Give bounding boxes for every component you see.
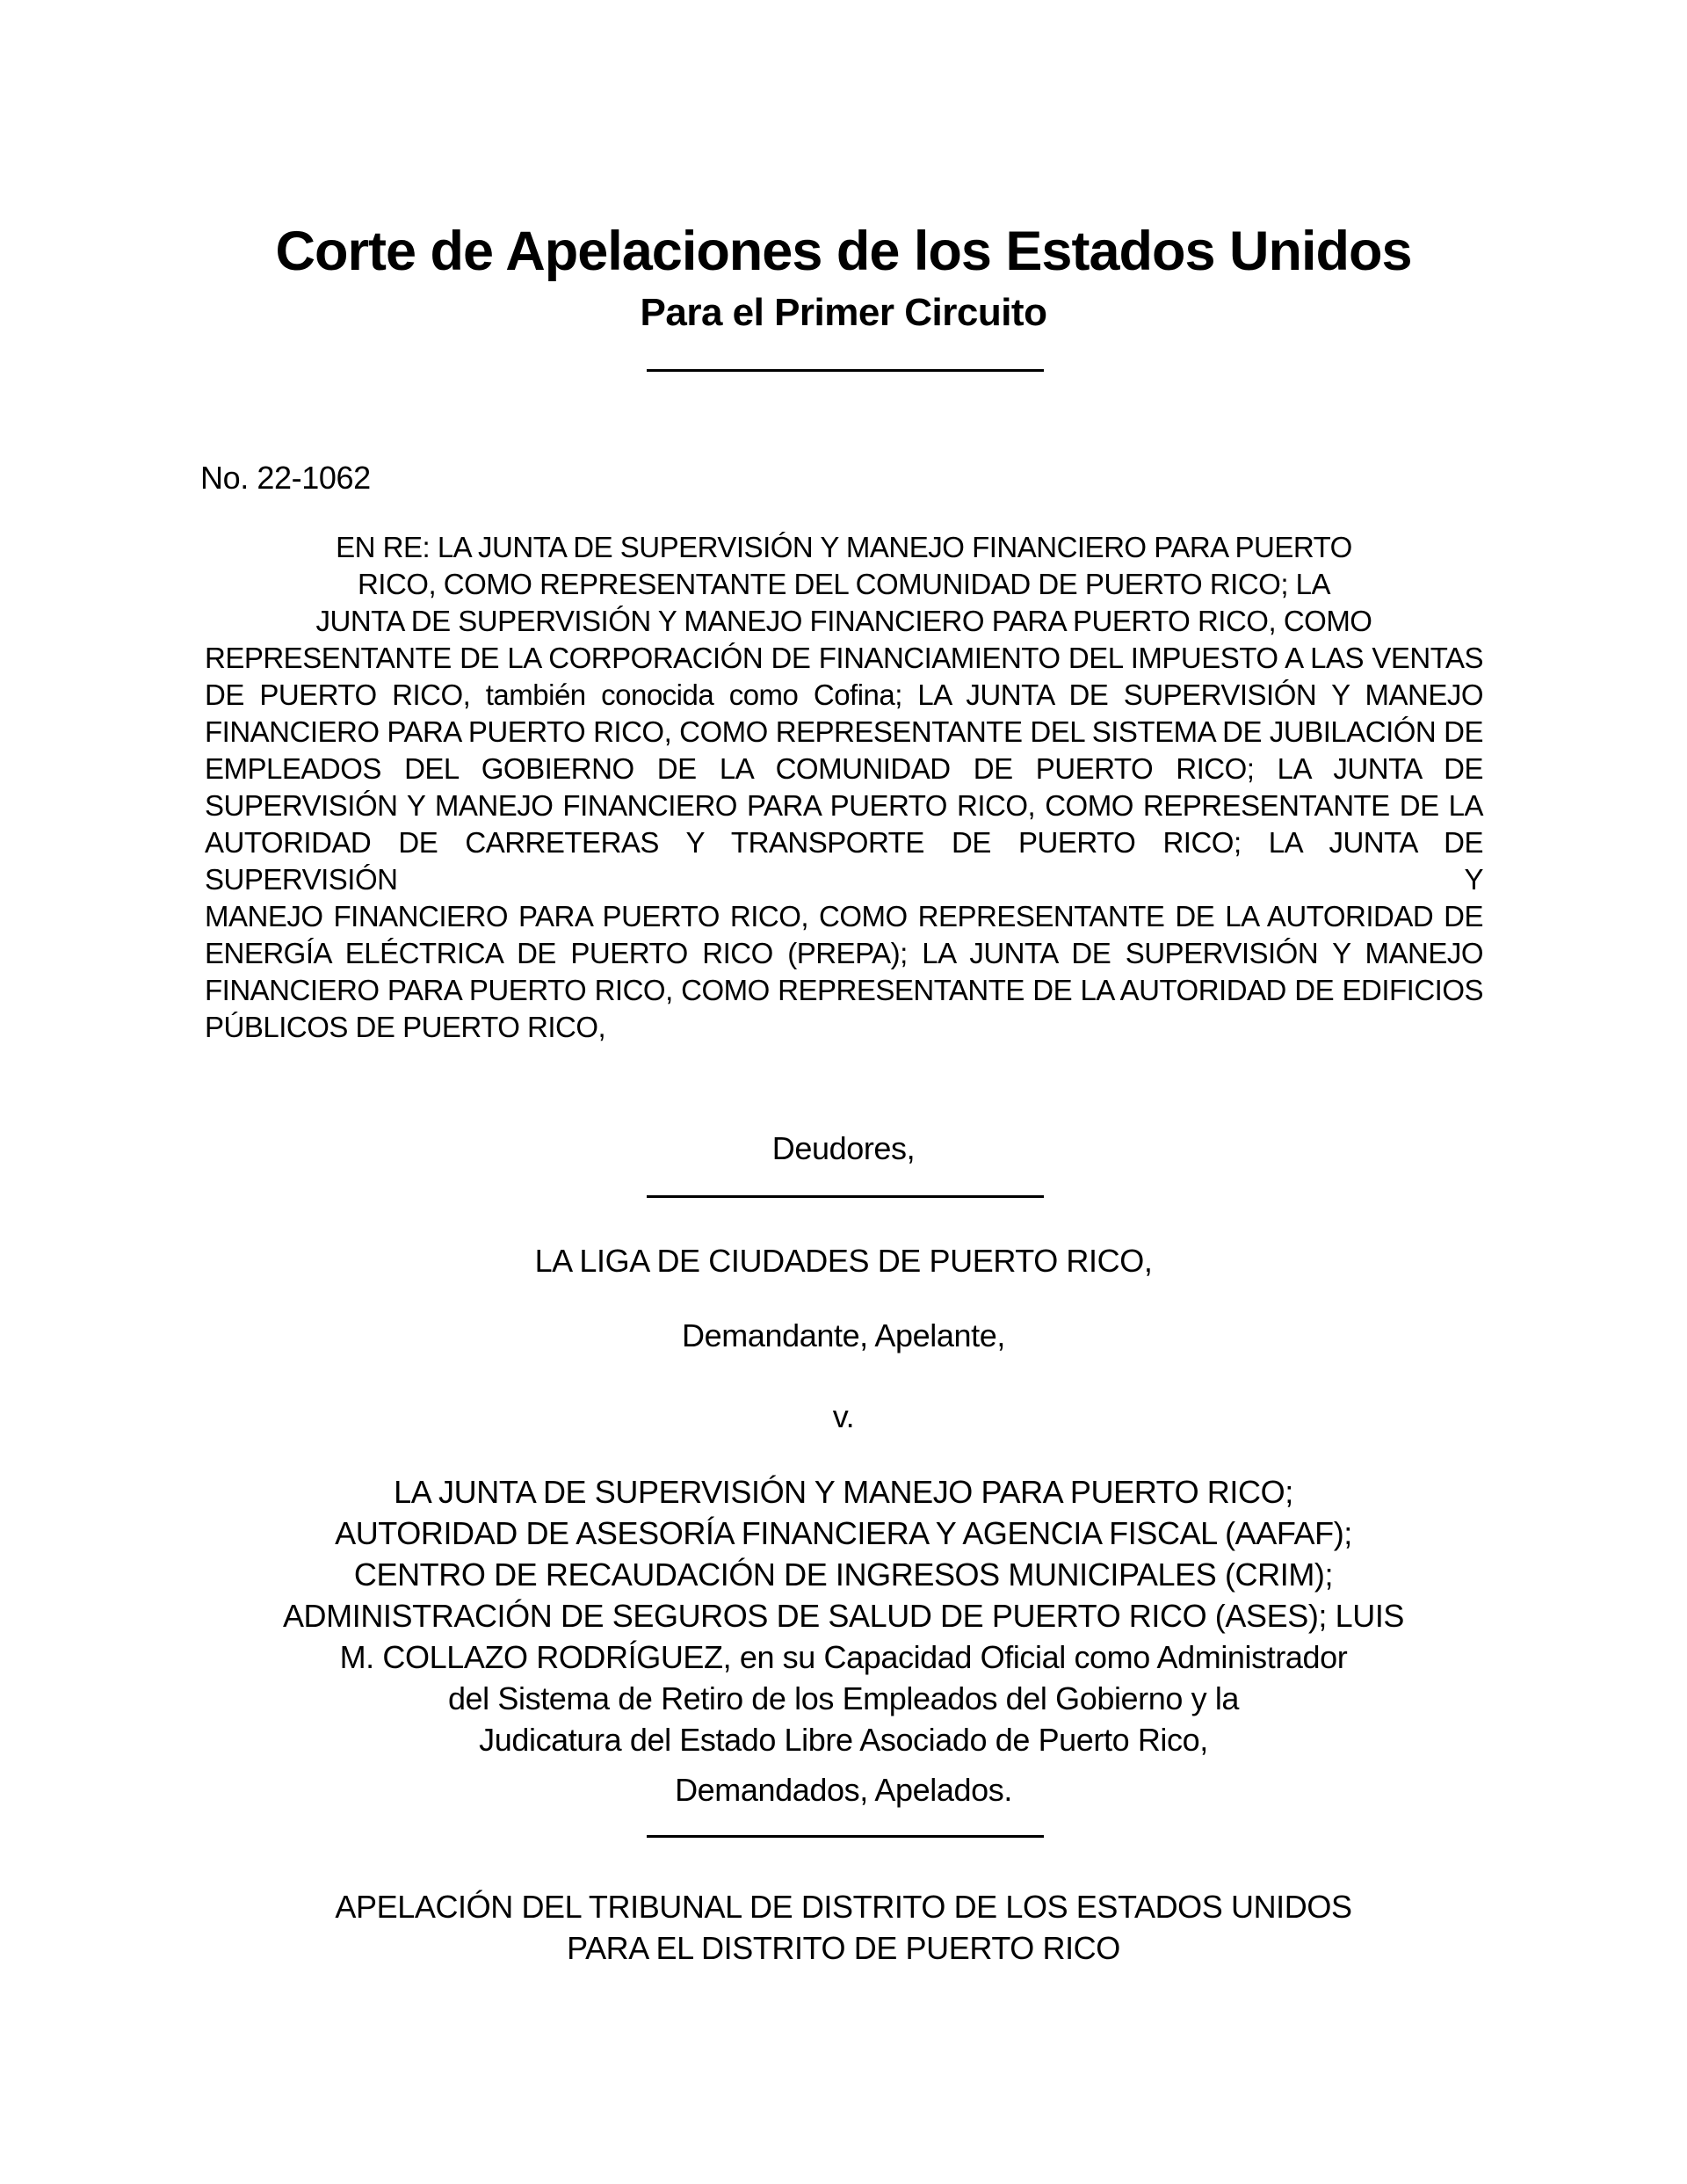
- defendant-line: CENTRO DE RECAUDACIÓN DE INGRESOS MUNICIPALES (CRIM);: [353, 1556, 1334, 1593]
- plaintiff-role: Demandante, Apelante,: [682, 1317, 1005, 1353]
- debtors-label: Deudores,: [771, 1130, 916, 1166]
- in-re-caption: [205, 529, 1483, 1046]
- caption-line: MANEJO FINANCIERO PARA PUERTO RICO, COMO REPRESENTANTE DE LA AUTORIDAD DE: [205, 900, 1483, 932]
- defendant-line: M. COLLAZO RODRÍGUEZ, en su Capacidad Oficial como Administrador: [339, 1639, 1348, 1675]
- caption-line: FINANCIERO PARA PUERTO RICO, COMO REPRESENTANTE DE LA AUTORIDAD DE EDIFICIOS: [205, 974, 1483, 1006]
- caption-line: FINANCIERO PARA PUERTO RICO, COMO REPRESENTANTE DEL SISTEMA DE JUBILACIÓN DE: [205, 715, 1483, 748]
- caption-line: ENERGÍA ELÉCTRICA DE PUERTO RICO (PREPA); LA JUNTA DE SUPERVISIÓN Y MANEJO: [205, 937, 1483, 969]
- caption-line: EMPLEADOS DEL GOBIERNO DE LA COMUNIDAD DE PUERTO RICO; LA JUNTA DE: [205, 752, 1483, 785]
- final-separator-line: [647, 1835, 1044, 1838]
- court-title: Corte de Apelaciones de los Estados Unidos: [275, 221, 1412, 282]
- caption-line: DE PUERTO RICO, también conocida como Cofina; LA JUNTA DE SUPERVISIÓN Y MANEJO: [205, 678, 1483, 711]
- caption-line: RICO, COMO REPRESENTANTE DEL COMUNIDAD DE PUERTO RICO; LA: [357, 568, 1331, 600]
- case-number: No. 22-1062: [200, 460, 371, 496]
- appeal-origin-line: PARA EL DISTRITO DE PUERTO RICO: [567, 1930, 1120, 1966]
- caption-line: EN RE: LA JUNTA DE SUPERVISIÓN Y MANEJO FINANCIERO PARA PUERTO: [336, 531, 1352, 563]
- defendants-role: Demandados, Apelados.: [675, 1772, 1012, 1808]
- versus-label: v.: [832, 1398, 855, 1434]
- caption-line: AUTORIDAD DE CARRETERAS Y TRANSPORTE DE PUERTO RICO; LA JUNTA DE SUPERVISIÓN Y: [205, 826, 1483, 896]
- caption-line: PÚBLICOS DE PUERTO RICO,: [205, 1011, 606, 1043]
- court-subtitle: Para el Primer Circuito: [640, 291, 1047, 334]
- caption-line: SUPERVISIÓN Y MANEJO FINANCIERO PARA PUERTO RICO, COMO REPRESENTANTE DE LA: [205, 789, 1483, 822]
- defendant-line: Judicatura del Estado Libre Asociado de Puerto Rico,: [479, 1722, 1208, 1758]
- defendants-block: [0, 1471, 1687, 1760]
- defendant-line: ADMINISTRACIÓN DE SEGUROS DE SALUD DE PUERTO RICO (ASES); LUIS: [282, 1598, 1405, 1634]
- defendant-line: del Sistema de Retiro de los Empleados del Gobierno y la: [447, 1680, 1240, 1716]
- defendant-line: AUTORIDAD DE ASESORÍA FINANCIERA Y AGENCIA FISCAL (AAFAF);: [335, 1515, 1352, 1551]
- caption-line: REPRESENTANTE DE LA CORPORACIÓN DE FINANCIAMIENTO DEL IMPUESTO A LAS VENTAS: [205, 642, 1483, 674]
- appeal-origin-line: APELACIÓN DEL TRIBUNAL DE DISTRITO DE LOS ESTADOS UNIDOS: [335, 1889, 1352, 1925]
- defendant-line: LA JUNTA DE SUPERVISIÓN Y MANEJO PARA PUERTO RICO;: [394, 1474, 1293, 1510]
- caption-line: JUNTA DE SUPERVISIÓN Y MANEJO FINANCIERO PARA PUERTO RICO, COMO: [315, 605, 1372, 637]
- title-separator-line: [647, 369, 1044, 372]
- caption-separator-line: [647, 1195, 1044, 1198]
- appeal-origin-block: [0, 1886, 1687, 1969]
- plaintiff-name: LA LIGA DE CIUDADES DE PUERTO RICO,: [534, 1243, 1153, 1279]
